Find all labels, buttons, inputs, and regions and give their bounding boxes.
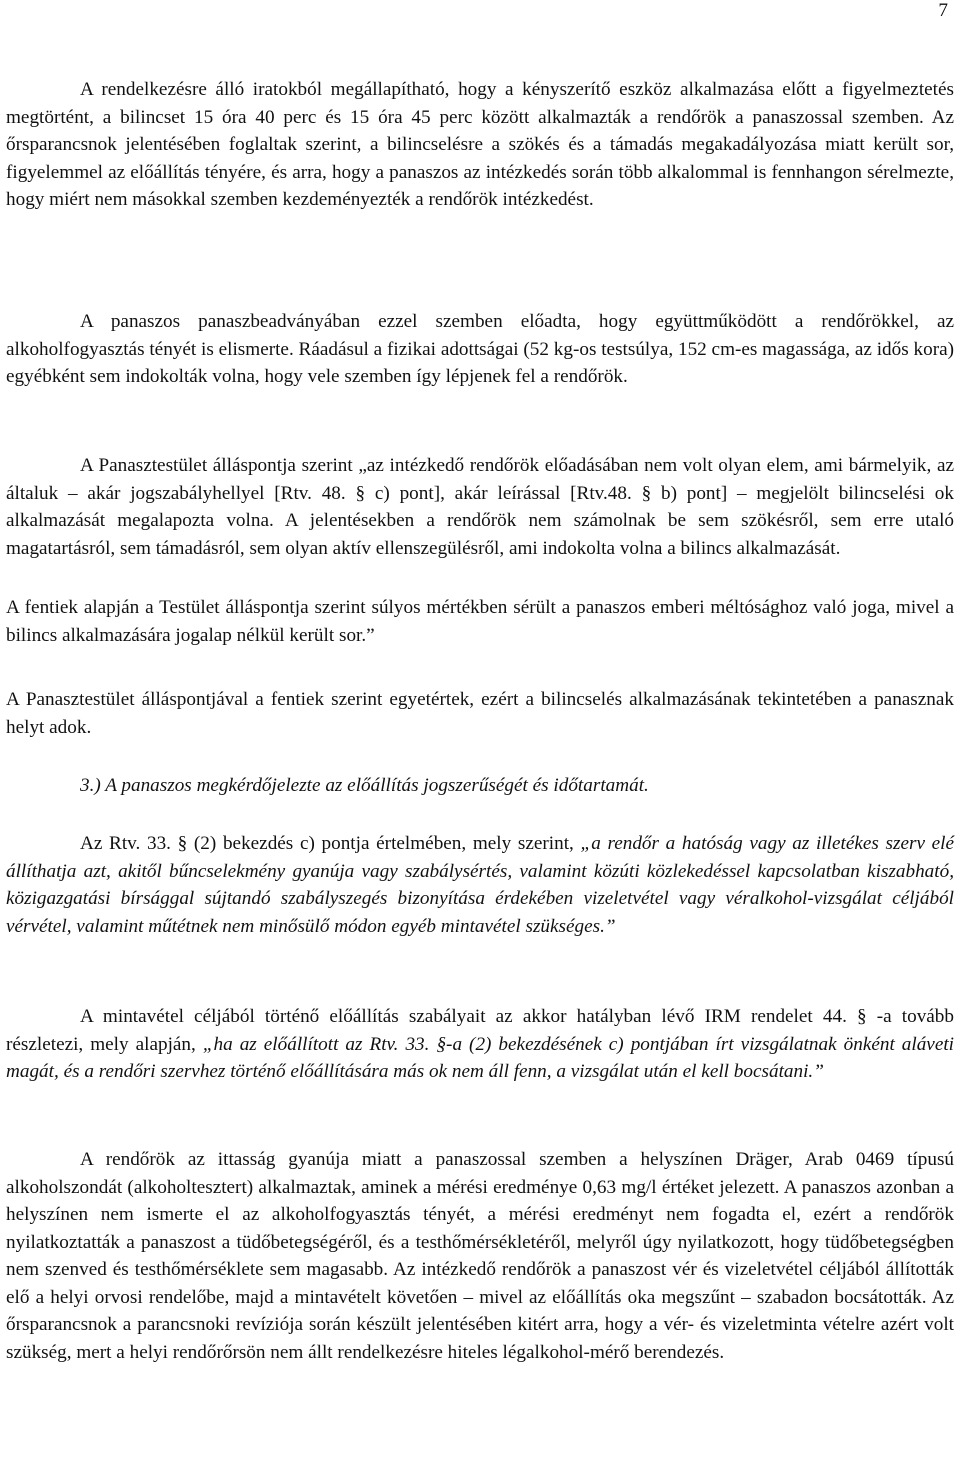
paragraph-irm-rendelet <box>6 1003 954 1086</box>
section-heading-3-text: 3.) A panaszos megkérdőjelezte az előállítás jogszerűségét és időtartamát. <box>80 775 649 796</box>
paragraph-panaszbeadvany-text: A panaszos panaszbeadványában ezzel szemben előadta, hogy együttműködött a rendőrökkel, az alkoholfogyasztás tényét is elismerte. Ráadásul a fizikai adottságai (52 kg-os testsúlya, 152 cm-es magassága, az idős kora) egyébként sem indokolták volna, hogy vele szemben így lépjenek fel a rendőrök. <box>6 311 954 387</box>
paragraph-rtv-33-lead: Az Rtv. 33. § (2) bekezdés c) pontja értelmében, mely szerint, <box>80 833 581 854</box>
section-heading-3 <box>6 772 954 800</box>
paragraph-sulyos-serelem <box>6 594 954 649</box>
paragraph-rtv-33-quote: „a rendőr a hatóság vagy az illetékes szerv elé állíthatja azt, akitől bűncselekmény gyanúja vagy szabálysértés, valamint közúti közlekedéssel kapcsolatban kiszabható, közigazgatási bírsággal sújtandó szabályszegés bizonyítása érdekében vizeletvétel vagy véralkohol-vizsgálat céljából vérvétel, valamint műtétnek nem minősülő módon egyéb mintavétel szükséges.” <box>6 833 954 937</box>
page-number: 7 <box>938 0 948 21</box>
paragraph-egyetertes <box>6 686 954 741</box>
paragraph-testulet-allaspont <box>6 452 954 562</box>
paragraph-iratok-text: A rendelkezésre álló iratokból megállapítható, hogy a kényszerítő eszköz alkalmazása előtt a figyelmeztetés megtörtént, a bilincset 15 óra 40 perc és 15 óra 45 perc között alkalmazták a rendőrök a panaszossal szemben. Az őrsparancsnok jelentésében foglaltak szerint, a bilincselésre a szökés és a támadás megakadályozása miatt került sor, figyelemmel az előállítás tényére, és arra, hogy a panaszos az intézkedés során több alkalommal is fennhangon sérelmezte, hogy miért nem másokkal szemben kezdeményezték a rendőrök intézkedést. <box>6 79 954 210</box>
paragraph-egyetertes-text: A Panasztestület álláspontjával a fentiek szerint egyetértek, ezért a bilincselés alkalmazásának tekintetében a panasznak helyt adok. <box>6 689 954 738</box>
paragraph-iratok <box>6 76 954 214</box>
paragraph-ittassag-text: A rendőrök az ittasság gyanúja miatt a panaszossal szemben a helyszínen Dräger, Arab 0469 típusú alkoholszondát (alkoholtesztert) alkalmaztak, aminek a mérési eredménye 0,63 mg/l értéket jelezett. A panaszos azonban a helyszínen nem ismerte el az alkoholfogyasztás tényét, a mérési eredményt nem fogadta el, ezért a rendőrök nyilatkoztatták a panaszost a tüdőbetegségéről, és a testhőmérsékletéről, melyről úgy nyilatkozott, hogy tüdőbetegségben nem szenved és testhőmérséklete sem magasabb. Az intézkedő rendőrök a panaszost vér és vizeletvétel céljából állították elő a helyi orvosi rendelőbe, majd a mintavételt követően – mivel az előállítás oka megszűnt – szabadon bocsátották. Az őrsparancsnok a parancsnoki revíziója során készült jelentésében kitért arra, hogy a vér- és vizeletminta vételre azért volt szükség, mert a helyi rendőrőrsön nem állt rendelkezésre hiteles légalkohol-mérő berendezés. <box>6 1149 954 1363</box>
paragraph-ittassag <box>6 1146 954 1366</box>
paragraph-irm-rendelet-quote: „ha az előállított az Rtv. 33. §-a (2) bekezdésének c) pontjában írt vizsgálatnak önként aláveti magát, és a rendőri szervhez történő előállítására más ok nem áll fenn, a vizsgálat után el kell bocsátani.” <box>6 1033 954 1082</box>
paragraph-sulyos-serelem-text: A fentiek alapján a Testület álláspontja szerint súlyos mértékben sérült a panaszos emberi méltósághoz való joga, mivel a bilincs alkalmazására jogalap nélkül került sor.” <box>6 597 954 646</box>
paragraph-irm-rendelet-lead: A mintavétel céljából történő előállítás szabályait az akkor hatályban lévő IRM rendelet 44. § -a tovább részletezi, mely alapján, <box>6 1006 954 1055</box>
paragraph-rtv-33 <box>6 830 954 940</box>
paragraph-testulet-allaspont-text: A Panasztestület álláspontja szerint „az intézkedő rendőrök előadásában nem volt olyan elem, ami bármelyik, az általuk – akár jogszabályhellyel [Rtv. 48. § c) pont], akár leírással [Rtv.48. § b) pont] – megjelölt bilincselési ok alkalmazását megalapozta volna. A jelentésekben a rendőrök nem számolnak be sem szökésről, sem erre utaló magatartásról, sem támadásról, sem olyan aktív ellenszegülésről, ami indokolta volna a bilincs alkalmazását. <box>6 455 954 559</box>
paragraph-panaszbeadvany <box>6 308 954 391</box>
